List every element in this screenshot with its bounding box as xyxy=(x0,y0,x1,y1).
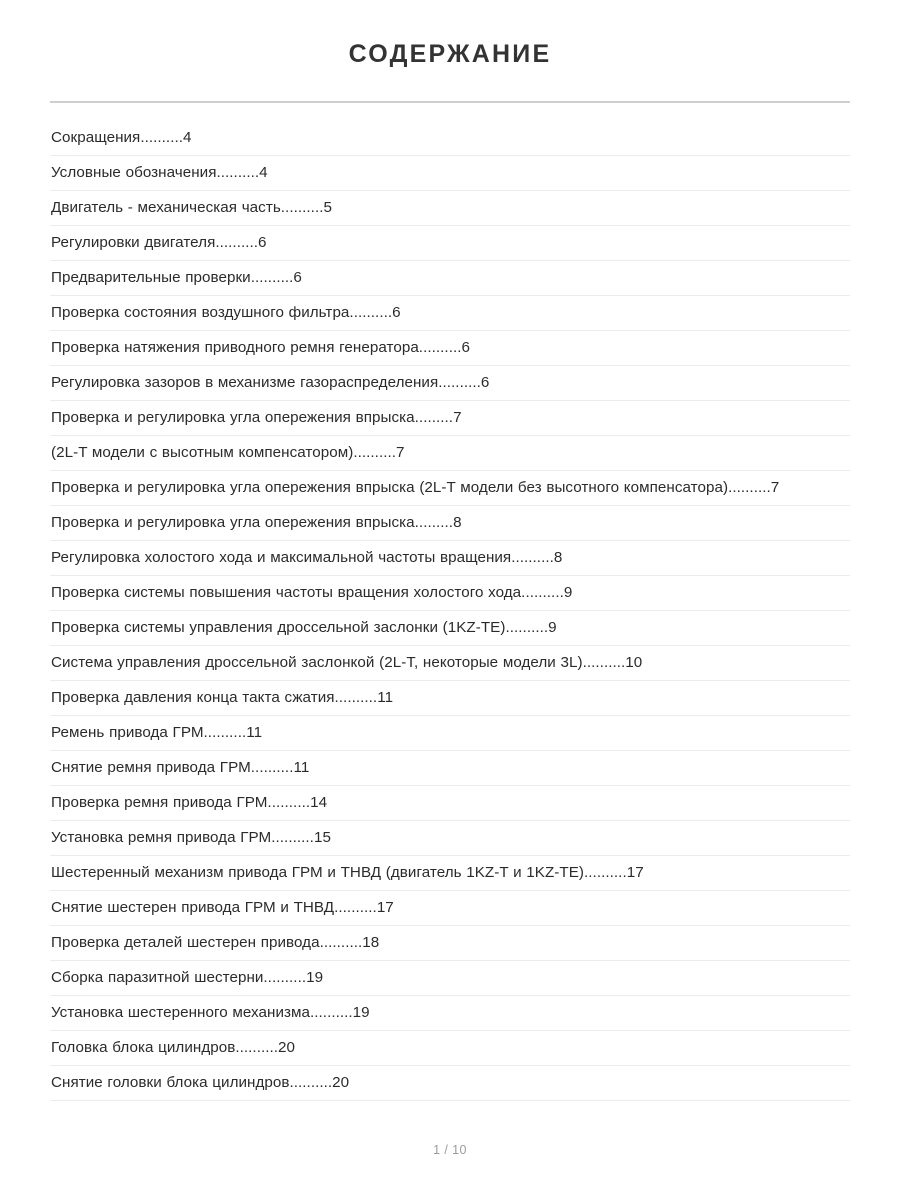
toc-entry[interactable]: Установка ремня привода ГРМ..........15 xyxy=(50,821,850,856)
toc-entry[interactable]: Снятие ремня привода ГРМ..........11 xyxy=(50,751,850,786)
toc-entry[interactable]: Сокращения..........4 xyxy=(50,120,850,156)
toc-entry[interactable]: Ремень привода ГРМ..........11 xyxy=(50,716,850,751)
table-of-contents xyxy=(50,120,850,1101)
toc-entry[interactable]: Шестеренный механизм привода ГРМ и ТНВД (двигатель 1KZ-T и 1KZ-TE)..........17 xyxy=(50,856,850,891)
toc-entry[interactable]: Головка блока цилиндров..........20 xyxy=(50,1031,850,1066)
toc-entry[interactable]: Регулировка холостого хода и максимальной частоты вращения..........8 xyxy=(50,541,850,576)
toc-entry[interactable]: Условные обозначения..........4 xyxy=(50,156,850,191)
toc-entry[interactable]: Система управления дроссельной заслонкой (2L-T, некоторые модели 3L)..........10 xyxy=(50,646,850,681)
toc-entry[interactable]: Проверка и регулировка угла опережения впрыска.........7 xyxy=(50,401,850,436)
title-divider xyxy=(50,101,850,103)
toc-entry[interactable]: (2L-T модели с высотным компенсатором)..........7 xyxy=(50,436,850,471)
toc-entry[interactable]: Проверка и регулировка угла опережения впрыска (2L-T модели без высотного компенсатора)..........7 xyxy=(50,471,850,506)
toc-entry[interactable]: Проверка ремня привода ГРМ..........14 xyxy=(50,786,850,821)
toc-entry[interactable]: Установка шестеренного механизма..........19 xyxy=(50,996,850,1031)
toc-entry[interactable]: Снятие головки блока цилиндров..........20 xyxy=(50,1066,850,1101)
toc-entry[interactable]: Проверка давления конца такта сжатия..........11 xyxy=(50,681,850,716)
toc-entry[interactable]: Проверка системы повышения частоты вращения холостого хода..........9 xyxy=(50,576,850,611)
toc-entry[interactable]: Проверка состояния воздушного фильтра..........6 xyxy=(50,296,850,331)
toc-entry[interactable]: Проверка натяжения приводного ремня генератора..........6 xyxy=(50,331,850,366)
toc-entry[interactable]: Проверка и регулировка угла опережения впрыска.........8 xyxy=(50,506,850,541)
toc-entry[interactable]: Сборка паразитной шестерни..........19 xyxy=(50,961,850,996)
toc-entry[interactable]: Предварительные проверки..........6 xyxy=(50,261,850,296)
toc-entry[interactable]: Проверка системы управления дроссельной заслонки (1KZ-TE)..........9 xyxy=(50,611,850,646)
page-number-footer: 1 / 10 xyxy=(433,1143,467,1157)
toc-entry[interactable]: Снятие шестерен привода ГРМ и ТНВД..........17 xyxy=(50,891,850,926)
page-title: СОДЕРЖАНИЕ xyxy=(348,40,552,68)
toc-entry[interactable]: Проверка деталей шестерен привода..........18 xyxy=(50,926,850,961)
toc-entry[interactable]: Регулировка зазоров в механизме газораспределения..........6 xyxy=(50,366,850,401)
toc-entry[interactable]: Регулировки двигателя..........6 xyxy=(50,226,850,261)
toc-entry[interactable]: Двигатель - механическая часть..........5 xyxy=(50,191,850,226)
